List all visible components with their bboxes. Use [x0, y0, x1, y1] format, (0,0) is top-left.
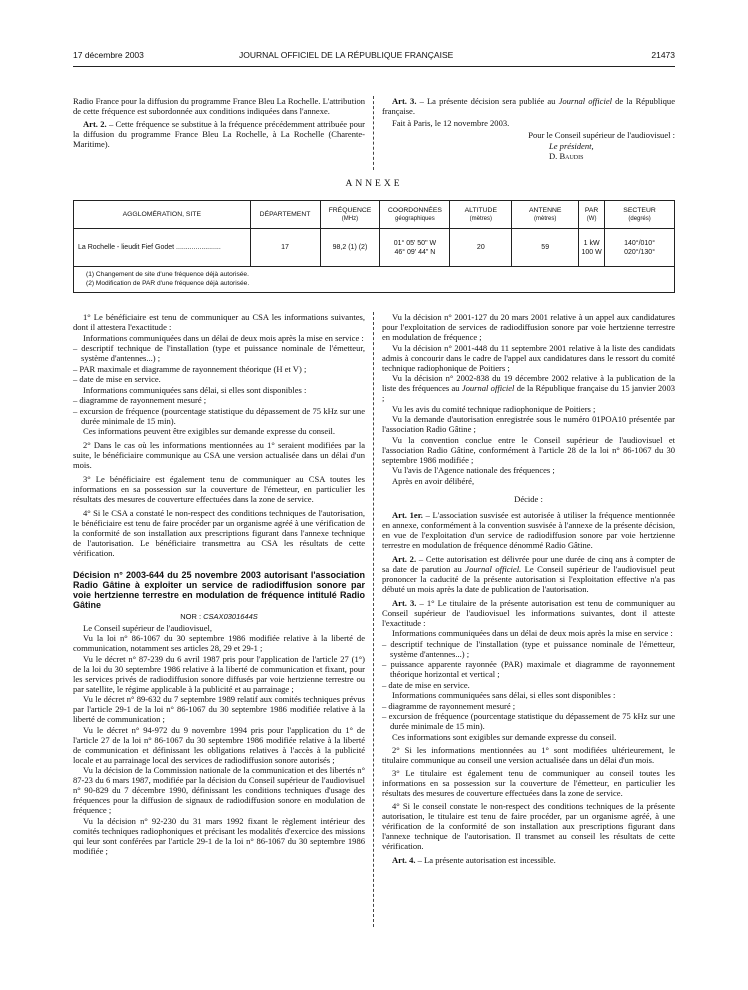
column-separator [373, 96, 374, 170]
list-item: – diagramme de rayonnement mesuré ; [382, 700, 516, 711]
paragraph: Ces informations sont exigibles sur demande expresse du conseil. [392, 731, 617, 742]
paragraph: Après en avoir délibéré, [392, 475, 475, 486]
signature-name: D. Baudis [549, 151, 584, 161]
list-item: – excursion de fréquence (pourcentage statistique du dépassement de 75 kHz sur une durée minimale de 15 min). [73, 405, 365, 426]
visa-paragraph: Vu les avis du comité technique radiophonique de Poitiers ; [392, 403, 596, 414]
paragraph: Ces informations peuvent être exigibles sur demande expresse du conseil. [83, 426, 336, 436]
list-item: – date de mise en service. [73, 374, 161, 384]
article-label: Art. 4. [392, 854, 416, 865]
header-page-number: 21473 [651, 50, 675, 60]
departement-cell: 17 [250, 229, 320, 267]
column-separator [373, 312, 374, 927]
paragraph: Informations communiquées sans délai, si elles sont disponibles : [392, 690, 616, 700]
annexe-title: ANNEXE [345, 179, 403, 189]
header-rule [73, 66, 675, 67]
list-item: – PAR maximale et diagramme de rayonnement théorique (H et V) ; [73, 363, 307, 374]
list-item: – descriptif technique de l'installation (type et puissance nominale de l'émetteur, système d'antennes...) ; [73, 343, 365, 363]
frequence-cell: 98,2 (1) (2) [320, 229, 380, 267]
column-header: ANTENNE (mètres) [512, 201, 579, 229]
visa-paragraph: Vu la demande d'autorisation enregistrée sous le numéro 01POA10 présentée par l'association Radio Gâtine ; [382, 414, 675, 434]
list-item: – puissance apparente rayonnée (PAR) maximale et diagramme de rayonnement théorique horizontal et vertical ; [382, 659, 675, 679]
table-notes-row [74, 267, 675, 293]
visa-paragraph: Vu la décision n° 2002-838 du 19 décembre 2002 relative à la publication de la liste des fréquences au Journal officiel de la République française du 15 janvier 2003 ; [382, 373, 675, 403]
paragraph: 4° Si le conseil constate le non-respect des conditions techniques de la présente autorisation, le titulaire est tenu de faire procéder, par un organisme agréé, à une vérification de la conformité de son installation aux prescriptions figurant dans l'annexe technique de l'autorisation. Il transmet au conseil les résultats de cette vérification. [382, 800, 675, 851]
paragraph: 2° Dans le cas où les informations mentionnées au 1° seraient modifiées par la suite, le bénéficiaire communique au CSA une version actualisée dans un délai d'un mois. [73, 440, 365, 470]
visa-paragraph: Vu la décision de la Commission nationale de la communication et des libertés n° 87-23 du 6 mars 1987, modifiée par la décision du Conseil supérieur de l'audiovisuel n° 90-829 du 7 décembre 1990, définissant les conditions techniques d'usage des fréquences pour la diffusion de signaux de radiodiffusion sonore en modulation de fréquence ; [73, 765, 365, 815]
paragraph: 3° Le titulaire est également tenu de communiquer au conseil toutes les informations en sa possession sur la couverture de l'émetteur, en particulier les résultats des mesures de couverture effectuées dans la zone de service. [382, 767, 675, 798]
signature-date: Fait à Paris, le 12 novembre 2003. [392, 118, 510, 128]
column-header: ALTITUDE (mètres) [450, 201, 512, 229]
article-label: Art. 3. [392, 96, 417, 106]
secteur-cell: 140°/010° 020°/130° [605, 229, 675, 267]
article-paragraph: Art. 3. – 1° Le titulaire de la présente autorisation est tenu de communiquer au Conseil supérieur de l'audiovisuel les informations suivantes, dont il atteste l'exactitude : [382, 597, 675, 628]
article-paragraph: Art. 1er. – L'association susvisée est autorisée à utiliser la fréquence mentionnée en annexe, conformément à la convention susvisée à l'annexe de la présente décision, en vue de l'exploitation d'un service de radiodiffusion sonore par voie hertzienne terrestre en modulation de fréquence dénommé Radio Gâtine. [382, 509, 675, 550]
table-notes [74, 267, 675, 293]
decision-title: Décision n° 2003-644 du 25 novembre 2003 autorisant l'association Radio Gâtine à exploiter un service de radiodiffusion sonore par voie hertzienne terrestre en modulation de fréquence intitulé Radio Gâtine [73, 570, 365, 610]
article-label: Art. 2. [392, 553, 417, 564]
top-left-column [73, 96, 365, 150]
list-item: – diagramme de rayonnement mesuré ; [73, 395, 207, 405]
visa-paragraph: Vu la décision n° 92-230 du 31 mars 1992 fixant le règlement intérieur des comités techniques radiophoniques et précisant les modalités d'exercice des missions qui leur sont conférées par l'article 29-1 de la loi n° 86-1067 du 30 septembre 1986 modifiée ; [73, 815, 365, 856]
list-item: – descriptif technique de l'installation (type et puissance nominale de l'émetteur, système d'antennes...) ; [382, 638, 675, 659]
paragraph: 1° Le bénéficiaire est tenu de communiquer au CSA les informations suivantes, dont il attestera l'exactitude : [73, 312, 365, 332]
page-header [73, 50, 675, 64]
column-header: FRÉQUENCE (MHz) [320, 201, 380, 229]
column-header: COORDONNÉES géographiques [380, 201, 450, 229]
column-header: DÉPARTEMENT [250, 201, 320, 229]
signature-title: Le président, [549, 140, 594, 151]
column-header: PAR (W) [579, 201, 605, 229]
visa-paragraph: Vu l'avis de l'Agence nationale des fréquences ; [392, 465, 555, 475]
table-row [74, 229, 675, 267]
decide-heading: Décide : [514, 493, 543, 504]
annexe-table [73, 200, 675, 293]
table-header-row [74, 201, 675, 229]
visa-paragraph: Vu la loi n° 86-1067 du 30 septembre 1986 modifiée relative à la liberté de communication, notamment ses articles 28, 29 et 29-1 ; [73, 633, 365, 653]
coordinates-cell: 01° 05' 50" W 46° 09' 44" N [380, 229, 450, 267]
paragraph: Informations communiquées dans un délai de deux mois après la mise en service : [83, 332, 364, 343]
paragraph: 2° Si les informations mentionnées au 1° sont modifiées ultérieurement, le titulaire communique au conseil une version actualisée dans un délai d'un mois. [382, 744, 675, 765]
paragraph: 3° Le bénéficiaire est également tenu de communiquer au CSA toutes les informations en sa possession sur la couverture de l'émetteur, en particulier les résultats des mesures de couverture effectuées dans la zone de service. [73, 474, 365, 504]
article-label: Art. 3. [392, 597, 417, 608]
article-paragraph [382, 96, 675, 116]
visa-paragraph: Vu le décret n° 89-632 du 7 septembre 1989 relatif aux comités techniques prévus par l'article 29-1 de la loi n° 86-1067 du 30 septembre 1986 modifiée relative à la liberté de communication ; [73, 694, 365, 724]
list-item: – date de mise en service. [382, 679, 470, 690]
table-note: (2) Modification de PAR d'une fréquence déjà autorisée. [86, 279, 250, 287]
header-date: 17 décembre 2003 [73, 50, 144, 60]
article-label: Art. 1er. [392, 509, 423, 520]
paragraph: Informations communiquées sans délai, si elles sont disponibles : [83, 384, 307, 395]
paragraph: Informations communiquées dans un délai de deux mois après la mise en service : [392, 628, 673, 638]
article-paragraph: Art. 4. – La présente autorisation est incessible. [392, 854, 556, 865]
visa-paragraph: Vu la décision n° 2001-127 du 20 mars 2001 relative à un appel aux candidatures pour l'exploitation de services de radiodiffusion sonore par voie hertzienne terrestre en modulation de fréquence ; [382, 312, 675, 342]
visa-paragraph: Vu la décision n° 2001-448 du 11 septembre 2001 relative à la liste des candidats admis à concourir dans le cadre de l'appel aux candidatures dans le ressort du comité technique radiophonique de Poitiers ; [382, 342, 675, 373]
article-text: – La présente décision sera publiée au [416, 96, 559, 106]
article-label: Art. 2. [83, 119, 107, 129]
paragraph: Le Conseil supérieur de l'audiovisuel, [83, 622, 213, 633]
antenne-cell: 59 [512, 229, 579, 267]
altitude-cell: 20 [450, 229, 512, 267]
visa-paragraph: Vu le décret n° 94-972 du 9 novembre 1994 pris pour l'application du 1° de l'article 27 de la loi n° 86-1067 du 30 septembre 1986 modifiée relative à la liberté de communication et définissant les obligations relatives à l'accès à la publicité locale et au parrainage local des services de radiodiffusion sonore autorisés ; [73, 724, 365, 765]
column-header: AGGLOMÉRATION, SITE [74, 201, 251, 229]
site-cell: La Rochelle - lieudit Fief Godet ....................... [74, 229, 251, 267]
list-item: – excursion de fréquence (pourcentage statistique du dépassement de 75 kHz sur une durée minimale de 15 min). [382, 711, 675, 731]
paragraph: 4° Si le CSA a constaté le non-respect des conditions techniques de l'autorisation, le bénéficiaire est tenu de faire procéder par un organisme agréé à une vérification de la conformité de son installation aux prescriptions figurant dans l'annexe technique de l'autorisation. Le bénéficiaire transmettra au CSA les résultats de cette vérification. [73, 508, 365, 558]
top-right-column [382, 96, 675, 162]
right-column [382, 312, 675, 865]
table-note: (1) Changement de site d'une fréquence déjà autorisée. [86, 271, 249, 278]
article-paragraph: Art. 2. – Cette autorisation est délivrée pour une durée de cinq ans à compter de sa date de parution au Journal officiel. Le Conseil supérieur de l'audiovisuel peut prononcer la caducité de la présente autorisation si l'exploitation effective n'a pas débuté un mois après la date de publication de l'autorisation. [382, 553, 675, 594]
article-paragraph [73, 119, 365, 149]
visa-paragraph: Vu la convention conclue entre le Conseil supérieur de l'audiovisuel et l'association Radio Gâtine, conformément à l'article 28 de la loi n° 86-1067 du 30 septembre 1986 modifiée ; [382, 434, 675, 465]
article-text: de la République française. [382, 96, 675, 116]
nor-reference: NOR : CSAX0301644S [180, 612, 258, 621]
journal-reference: Journal officiel [558, 96, 613, 106]
left-column [73, 312, 365, 856]
par-cell: 1 kW 100 W [579, 229, 605, 267]
column-header: SECTEUR (degrés) [605, 201, 675, 229]
signature-line: Pour le Conseil supérieur de l'audiovisuel : [528, 130, 675, 140]
paragraph: Radio France pour la diffusion du programme France Bleu La Rochelle. L'attribution de cette fréquence est subordonnée aux conditions indiquées dans l'annexe. [73, 96, 365, 116]
header-journal-title: JOURNAL OFFICIEL DE LA RÉPUBLIQUE FRANÇAISE [239, 50, 454, 60]
article-text: – Cette fréquence se substitue à la fréquence précédemment attribuée pour la diffusion du programme France Bleu La Rochelle, à La Rochelle (Charente-Maritime). [73, 119, 366, 149]
visa-paragraph: Vu le décret n° 87-239 du 6 avril 1987 pris pour l'application de l'article 27 (1°) de la loi du 30 septembre 1986 relative à la liberté de communication et fixant, pour les services privés de radiodiffusion sonore diffusés par voie hertzienne terrestre ou par satellite, le régime applicable à la publicité et au parrainage ; [73, 653, 365, 694]
